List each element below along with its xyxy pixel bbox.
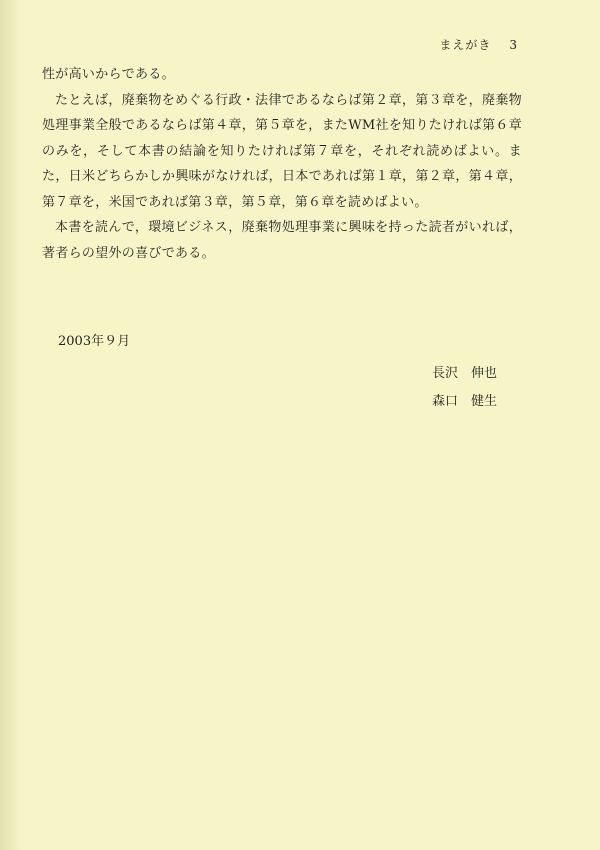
page-number: 3: [509, 38, 518, 52]
author-name: 長沢 伸也: [432, 366, 498, 381]
page-shadow-edge: [0, 0, 22, 850]
section-title: まえがき: [439, 38, 492, 52]
preface-date: 2003年９月: [58, 334, 131, 349]
running-header: [439, 36, 518, 53]
paragraph-reading-guide: たとえば，廃棄物をめぐる行政・法律であるならば第２章，第３章を，廃棄物処理事業全般であるならば第４章，第５章を，またWM社を知りたければ第６章のみを，そして本書の結論を知りたければ第７章を，それぞれ読めばよい。また，日米どちらかしか興味がなければ，日本であれば第１章，第２章，第４章，第７章を，米国であれば第３章，第５章，第６章を読めばよい。: [42, 92, 522, 210]
author-signatures: [432, 360, 497, 416]
paragraph-continuation: 性が高いからである。: [42, 67, 175, 82]
author-name: 森口 健生: [432, 394, 498, 409]
paragraph-closing: 本書を読んで，環境ビジネス，廃棄物処理事業に興味を持った読者がいれば，著者らの望外の喜びである。: [42, 220, 522, 261]
body-text: [42, 62, 522, 266]
